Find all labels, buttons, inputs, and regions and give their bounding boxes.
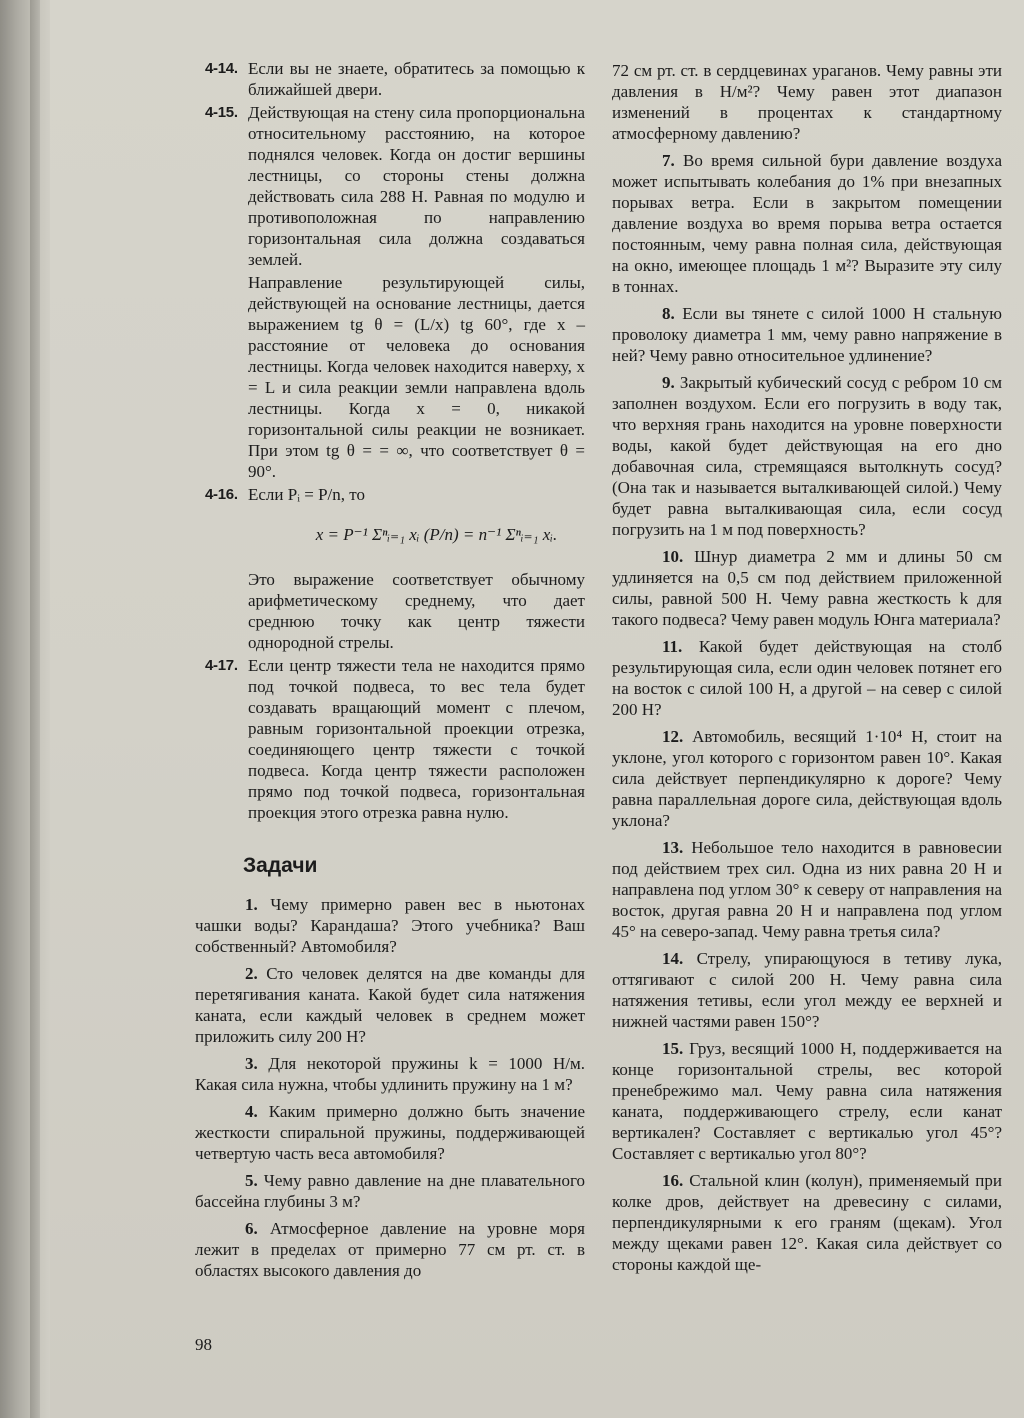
problem-number: 6. [245,1219,258,1238]
problem-number: 9. [662,373,675,392]
problem-text: Во время сильной бури давление воздуха может испытывать колебания до 1% при внезапных порывах ветра. Если в закрытом помещении давление воздуха во время порыва ветра остается постоянным, чему равна полная сила, действующая на окно, имеющее площадь 1 м²? Выразите эту силу в тоннах. [612,151,1002,296]
problem-number: 10. [662,547,684,566]
answer-text: Направление результирующей силы, действующей на основание лестницы, дается выражением tg θ = (L/x) tg 60°, где x – расстояние от человека до основания лестницы. Когда человек находится наверху, x = L и сила реакции земли направлена вдоль лестницы. Когда x = 0, никакой горизонтальной силы реакции не возникает. При этом tg θ = = ∞, что соответствует θ = 90°. [248,273,585,481]
answer-number: 4-15. [205,104,238,121]
answer-text: Если вы не знаете, обратитесь за помощью к ближайшей двери. [248,59,585,99]
problem-number: 11. [662,637,683,656]
answer-number: 4-17. [205,657,238,674]
answer-text: Это выражение соответствует обычному арифметическому среднему, что дает среднюю точку как центр тяжести однородной стрелы. [248,570,585,652]
problem-text: Чему примерно равен вес в ньютонах чашки воды? Карандаша? Этого учебника? Ваш собственный? Автомобиля? [195,895,585,956]
problem-number: 4. [245,1102,258,1121]
page-number: 98 [195,1335,212,1354]
problem-number: 2. [245,964,258,983]
problem-4 [195,1101,585,1164]
book-spine-shadow [0,0,52,1418]
problem-text: Сто человек делятся на две команды для перетягивания каната. Какой будет сила натяжения каната, если каждый человек в среднем может приложить силу 200 Н? [195,964,585,1046]
problem-text: Какой будет действующая на столб результирующая сила, если один человек потянет его на восток с силой 100 Н, а другой – на север с силой 200 Н? [612,637,1002,719]
problem-12 [612,726,1002,831]
problem-number: 1. [245,895,258,914]
problem-6-continued: 72 см рт. ст. в сердцевинах ураганов. Чему равны эти давления в Н/м²? Чему равен этот диапазон изменений в процентах к стандартному атмосферному давлению? [612,61,1002,143]
problem-1 [195,894,585,957]
problem-number: 5. [245,1171,258,1190]
formula-mean: x = P⁻¹ Σⁿᵢ₌₁ xᵢ (P/n) = n⁻¹ Σⁿᵢ₌₁ xᵢ. [315,525,558,544]
problem-number: 3. [245,1054,258,1073]
problem-13 [612,837,1002,942]
problem-text: Стрелу, упирающуюся в тетиву лука, оттягивают с силой 200 Н. Чему равна сила натяжения тетивы, если угол между ее верхней и нижней частями равен 150°? [612,949,1003,1031]
answer-text: Если Pᵢ = P/n, то [248,485,365,504]
answer-4-16 [195,484,585,653]
answer-number: 4-14. [205,60,238,77]
problem-number: 14. [662,949,684,968]
problem-text: Стальной клин (колун), применяемый при колке дров, действует на древесину с силами, перпендикулярными к его граням (щекам). Угол между щеками равен 12°. Какая сила действует со стороны каждой ще- [612,1171,1002,1274]
answer-text: Если центр тяжести тела не находится прямо под точкой подвеса, то вес тела будет создавать вращающий момент с плечом, равным горизонтальной проекции отрезка, соединяющего центр тяжести с точкой подвеса. Когда центр тяжести расположен прямо под точкой подвеса, горизонтальная проекция этого отрезка равна нулю. [248,656,585,822]
right-column [612,60,1002,1281]
problem-15 [612,1038,1002,1164]
answer-4-14 [195,58,585,100]
problem-16 [612,1170,1002,1275]
problem-number: 16. [662,1171,684,1190]
problem-text: Если вы тянете с силой 1000 Н стальную проволоку диаметра 1 мм, чему равно напряжение в ней? Чему равно относительное удлинение? [612,304,1003,365]
problem-text: Шнур диаметра 2 мм и длины 50 см удлиняется на 0,5 см под действием приложенной силы, равной 500 Н. Чему равна жесткость k для такого подвеса? Чему равен модуль Юнга материала? [612,547,1002,629]
answer-4-17 [195,655,585,823]
problem-2 [195,963,585,1047]
problem-number: 15. [662,1039,684,1058]
left-column [195,58,585,1287]
problem-10 [612,546,1002,630]
answer-4-15 [195,102,585,482]
problem-number: 7. [662,151,675,170]
problem-number: 12. [662,727,684,746]
problem-8 [612,303,1002,366]
problem-text: Для некоторой пружины k = 1000 Н/м. Какая сила нужна, чтобы удлинить пружину на 1 м? [195,1054,586,1094]
problem-14 [612,948,1002,1032]
problem-number: 13. [662,838,684,857]
section-heading: Задачи [243,854,318,877]
problem-9 [612,372,1002,540]
problem-6 [195,1218,585,1281]
problem-text: Атмосферное давление на уровне моря лежит в пределах от примерно 77 см рт. ст. в областях высокого давления до [195,1219,585,1280]
problem-5 [195,1170,585,1212]
problem-text: Небольшое тело находится в равновесии под действием трех сил. Одна из них равна 20 Н и направлена под углом 30° к северу от направления на восток, другая равна 20 Н и направлена под углом 45° на северо-запад. Чему равна третья сила? [612,838,1003,941]
problem-text: Груз, весящий 1000 Н, поддерживается на конце горизонтальной стрелы, вес которой пренебрежимо мал. Чему равна сила натяжения каната, поддерживающего стрелу, если канат вертикален? Составляет с вертикалью угол 45°? Составляет с вертикалью угол 80°? [612,1039,1002,1163]
problem-number: 8. [662,304,675,323]
answer-text: Действующая на стену сила пропорциональна относительному расстоянию, на которое поднялся человек. Когда он достиг вершины лестницы, со стороны стены должна действовать сила 288 Н. Равная по модулю и противоположная по направлению горизонтальная сила должна создаваться землей. [248,103,585,269]
problem-text: Закрытый кубический сосуд с ребром 10 см заполнен воздухом. Если его погрузить в воду так, что верхняя грань находится на уровне поверхности воды, какой будет действующая на его дно добавочная сила, стремящаяся вытолкнуть сосуд? (Она так и называется выталкивающей силой.) Чему будет равна выталкивающая сила, если сосуд погрузить на 1 м под поверхность? [612,373,1002,539]
problem-7 [612,150,1002,297]
problem-3 [195,1053,585,1095]
problem-11 [612,636,1002,720]
problem-text: Автомобиль, весящий 1·10⁴ Н, стоит на уклоне, угол которого с горизонтом равен 10°. Какая сила действует перпендикулярно к дороге? Чему равна параллельная дороге сила, действующая вдоль уклона? [612,727,1002,830]
problem-text: Чему равно давление на дне плавательного бассейна глубины 3 м? [195,1171,586,1211]
book-page-edges [30,0,40,1418]
answer-number: 4-16. [205,486,238,503]
problem-text: Каким примерно должно быть значение жесткости спиральной пружины, поддерживающей четвертую часть веса автомобиля? [195,1102,586,1163]
